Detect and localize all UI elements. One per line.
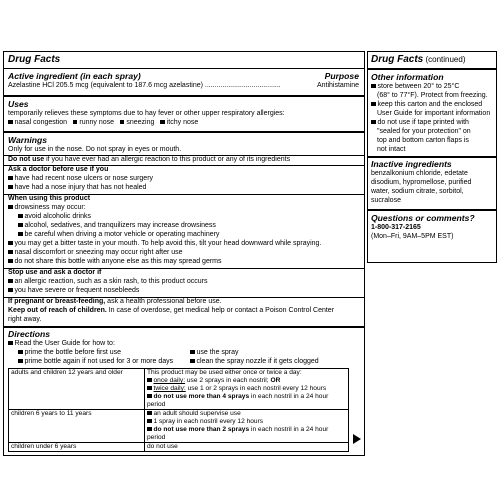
inactive-line: disodium, hypromellose, purified <box>371 179 472 186</box>
list-item <box>8 287 139 296</box>
list-item <box>8 340 115 349</box>
list-item-text: prime the bottle before first use <box>24 349 121 356</box>
list-item-cont: User Guide for important information <box>377 110 491 117</box>
list-item <box>8 204 86 213</box>
list-item <box>18 358 173 367</box>
list-item-text: Read the User Guide for how to: <box>14 340 115 347</box>
drug-facts-title: Drug Facts <box>8 54 61 65</box>
keep-out-label: Keep out of reach of children. <box>8 307 107 314</box>
symptom: sneezing <box>126 119 155 126</box>
directions-table <box>8 368 349 452</box>
uses-symptoms <box>8 119 198 128</box>
symptom: nasal congestion <box>14 119 68 126</box>
inactive-line: benzalkonium chloride, edetate <box>371 170 468 177</box>
table-row <box>9 443 349 452</box>
stop-use-heading-text: Stop use and ask a doctor if <box>8 269 102 276</box>
hours: (Mon–Fri, 9AM–5PM EST) <box>371 233 454 240</box>
inactive-heading: Inactive ingredients <box>371 159 452 169</box>
bullet-icon <box>147 394 152 399</box>
bullet-icon <box>190 359 195 364</box>
list-item-cont: "sealed for your protection" on <box>377 128 471 135</box>
list-item-text: avoid alcoholic drinks <box>24 213 92 220</box>
divider <box>368 156 496 158</box>
list-item <box>190 349 239 358</box>
list-item-text: be careful when driving a motor vehicle or operating machinery <box>24 231 220 238</box>
stop-use-heading <box>8 269 101 278</box>
pregnant-label: If pregnant or breast-feeding, <box>8 298 106 305</box>
table-cell-dose: do not use <box>145 443 349 452</box>
list-item <box>18 231 219 240</box>
dose-once-text: use 2 sprays in each nostril; <box>185 377 271 384</box>
bullet-icon <box>18 350 23 355</box>
leader-dots: ....................................... <box>204 82 281 89</box>
list-item <box>371 83 459 92</box>
list-item <box>18 222 216 231</box>
dose-supervise <box>147 410 346 418</box>
divider <box>4 326 364 328</box>
bullet-icon <box>8 288 13 293</box>
keep-out-text-2: right away. <box>8 316 42 323</box>
symptom: runny nose <box>79 119 115 126</box>
list-item <box>8 240 321 249</box>
dose-frequency <box>147 418 346 426</box>
dose-or: OR <box>270 377 281 384</box>
bullet-icon <box>18 214 23 219</box>
other-info-heading: Other information <box>371 72 444 82</box>
dose-max-label: do not use more than 4 sprays <box>153 393 250 400</box>
bullet-icon <box>8 120 13 125</box>
divider <box>368 68 496 70</box>
ingredient-line <box>8 82 281 91</box>
table-row <box>9 410 349 443</box>
bullet-icon <box>147 411 152 416</box>
bullet-icon <box>8 176 13 181</box>
table-cell-dose <box>145 410 349 443</box>
list-item-text: do not use if tape printed with <box>377 119 469 126</box>
pregnant-warning <box>8 298 222 307</box>
dose-max <box>147 393 346 409</box>
list-item <box>18 349 121 358</box>
questions-heading: Questions or comments? <box>371 213 475 223</box>
directions-heading: Directions <box>8 329 51 339</box>
do-not-use-text: if you have ever had an allergic reaction to this product or any of its ingredients <box>44 156 291 163</box>
bullet-icon <box>8 341 13 346</box>
list-item-text: alcohol, sedatives, and tranquilizers may increase drowsiness <box>24 222 216 229</box>
do-not-use <box>8 156 290 165</box>
bullet-icon <box>18 232 23 237</box>
inactive-line: sucralose <box>371 197 401 204</box>
ingredient-text: Azelastine HCl 205.5 mcg (equivalent to 187.6 mcg azelastine) <box>8 82 203 89</box>
divider <box>4 95 364 97</box>
warnings-intro: Only for use in the nose. Do not spray in eyes or mouth. <box>8 146 182 153</box>
divider <box>4 68 364 69</box>
list-item <box>8 184 146 193</box>
bullet-icon <box>371 120 376 125</box>
warnings-heading: Warnings <box>8 135 47 145</box>
list-item-text: drowsiness may occur: <box>14 204 86 211</box>
table-cell-age: children under 6 years <box>9 443 145 452</box>
bullet-icon <box>8 259 13 264</box>
table-cell-dose <box>145 369 349 410</box>
dose-supervise-text: an adult should supervise use <box>153 410 241 417</box>
uses-heading: Uses <box>8 99 29 109</box>
ask-doctor-heading <box>8 166 108 175</box>
bullet-icon <box>147 386 152 391</box>
bullet-icon <box>160 120 165 125</box>
when-using-heading-text: When using this product <box>8 195 91 202</box>
inactive-line: water, sodium citrate, sorbitol, <box>371 188 464 195</box>
symptom: itchy nose <box>166 119 199 126</box>
list-item-text: use the spray <box>196 349 239 356</box>
table-cell-age: children 6 years to 11 years <box>9 410 145 443</box>
list-item-cont: not intact <box>377 146 406 153</box>
when-using-heading <box>8 195 90 204</box>
bullet-icon <box>147 378 152 383</box>
dose-twice-text: use 1 or 2 sprays in each nostril every 12 hours <box>185 385 327 392</box>
list-item <box>18 213 91 222</box>
bullet-icon <box>371 102 376 107</box>
bullet-icon <box>18 359 23 364</box>
continued-title <box>371 54 465 66</box>
ingredient-purpose: Antihistamine <box>316 82 359 89</box>
dose-twice <box>147 385 346 393</box>
active-ingredient-heading: Active ingredient (in each spray) <box>8 71 141 81</box>
do-not-use-label: Do not use <box>8 156 45 163</box>
drug-facts-continued-panel <box>367 51 497 263</box>
list-item-text: you may get a bitter taste in your mouth. To help avoid this, tilt your head downward while spraying. <box>14 240 322 247</box>
bullet-icon <box>73 120 78 125</box>
divider <box>368 209 496 211</box>
list-item <box>8 258 222 267</box>
bullet-icon <box>8 205 13 210</box>
list-item-text: an allergic reaction, such as a skin rash, to this product occurs <box>14 278 208 285</box>
ask-doctor-heading-text: Ask a doctor before use if you <box>8 166 109 173</box>
dose-max-text: in each nostril in a 24 hour period <box>147 393 329 408</box>
list-item-text: have had a nose injury that has not healed <box>14 184 147 191</box>
bullet-icon <box>371 84 376 89</box>
dose-once <box>147 377 346 385</box>
list-item <box>8 278 207 287</box>
list-item-text: clean the spray nozzle if it gets clogged <box>196 358 319 365</box>
purpose-heading: Purpose <box>324 71 359 81</box>
bullet-icon <box>190 350 195 355</box>
keep-out-text: In case of overdose, get medical help or contact a Poison Control Center <box>106 307 335 314</box>
list-item-cont: top and bottom carton flaps is <box>377 137 469 144</box>
bullet-icon <box>8 185 13 190</box>
table-row <box>9 369 349 410</box>
dose-once-label: once daily: <box>153 377 186 384</box>
list-item-text: store between 20° to 25°C <box>377 83 460 90</box>
dose-max-text: in each nostril in a 24 hour period <box>147 426 329 441</box>
continued-title-text: Drug Facts <box>371 54 424 65</box>
list-item-cont: (68° to 77°F). Protect from freezing. <box>377 92 488 99</box>
list-item-text: keep this carton and the enclosed <box>377 101 483 108</box>
list-item <box>190 358 319 367</box>
dose-frequency-text: 1 spray in each nostril every 12 hours <box>153 418 264 425</box>
bullet-icon <box>8 241 13 246</box>
divider <box>4 131 364 133</box>
list-item <box>8 175 153 184</box>
pregnant-text: ask a health professional before use. <box>105 298 222 305</box>
list-item-text: prime bottle again if not used for 3 or more days <box>24 358 174 365</box>
bullet-icon <box>8 279 13 284</box>
phone-number <box>371 224 421 233</box>
phone-number-text: 1-800-317-2165 <box>371 224 421 231</box>
dose-intro: This product may be used either once or twice a day: <box>147 369 302 376</box>
keep-out-warning <box>8 307 334 316</box>
list-item-text: you have severe or frequent nosebleeds <box>14 287 140 294</box>
bullet-icon <box>120 120 125 125</box>
bullet-icon <box>8 250 13 255</box>
bullet-icon <box>147 427 152 432</box>
continue-arrow-icon <box>353 434 361 444</box>
dose-max <box>147 426 346 442</box>
continued-label: (continued) <box>423 55 466 64</box>
list-item-text: do not share this bottle with anyone else as this may spread germs <box>14 258 222 265</box>
list-item-text: have had recent nose ulcers or nose surgery <box>14 175 154 182</box>
bullet-icon <box>147 419 152 424</box>
dose-twice-label: twice daily: <box>153 385 186 392</box>
list-item <box>371 101 482 110</box>
bullet-icon <box>18 223 23 228</box>
list-item <box>8 249 183 258</box>
table-cell-age: adults and children 12 years and older <box>9 369 145 410</box>
uses-text: temporarily relieves these symptoms due to hay fever or other upper respiratory allergies: <box>8 110 285 117</box>
dose-max-label: do not use more than 2 sprays <box>153 426 250 433</box>
drug-facts-panel <box>3 51 365 456</box>
list-item-text: nasal discomfort or sneezing may occur right after use <box>14 249 183 256</box>
list-item <box>371 119 469 128</box>
